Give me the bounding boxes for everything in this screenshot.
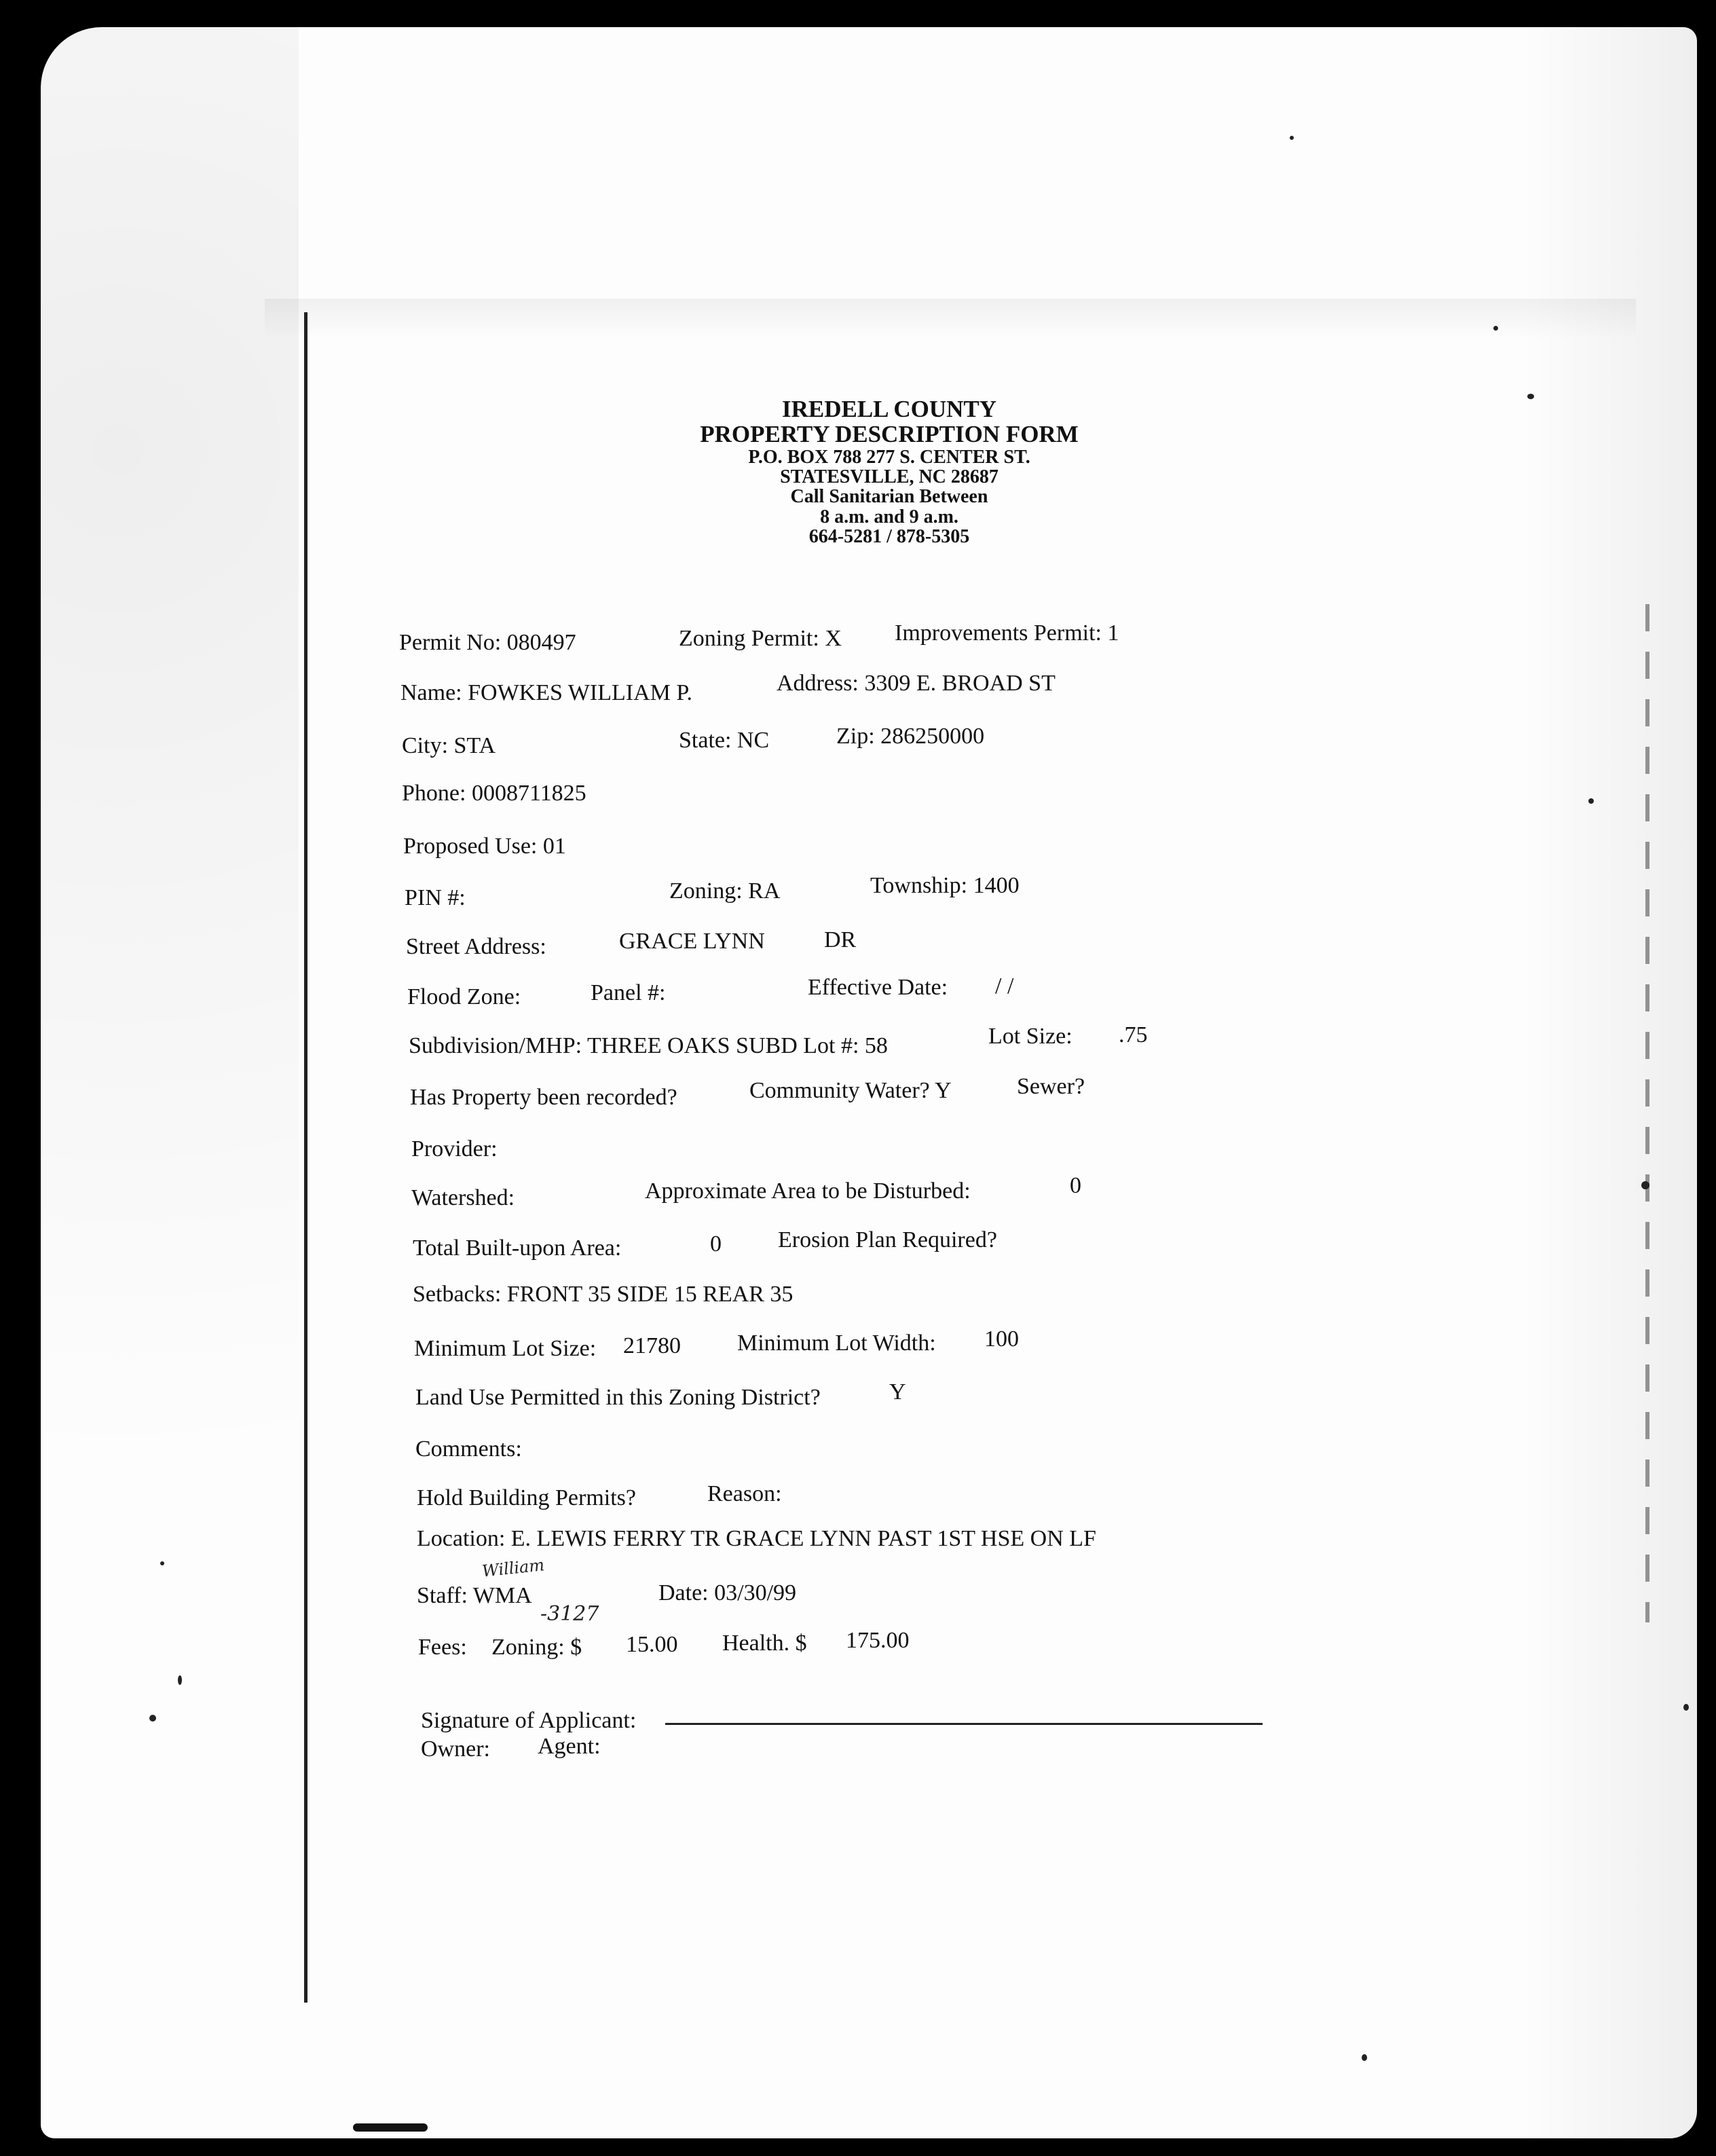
staff: Staff: WMA bbox=[417, 1583, 532, 1608]
lot-size-label: Lot Size: bbox=[988, 1024, 1072, 1049]
form-header bbox=[611, 397, 1168, 546]
provider: Provider: bbox=[411, 1136, 498, 1161]
call-hours: 8 a.m. and 9 a.m. bbox=[820, 506, 958, 527]
permit-number: Permit No: 080497 bbox=[399, 630, 576, 655]
scan-speck bbox=[1362, 2054, 1367, 2061]
street-name: GRACE LYNN bbox=[619, 929, 765, 954]
setbacks: Setbacks: FRONT 35 SIDE 15 REAR 35 bbox=[413, 1282, 794, 1307]
erosion-plan: Erosion Plan Required? bbox=[778, 1227, 997, 1252]
state: State: NC bbox=[679, 728, 770, 753]
torn-right-edge bbox=[1645, 604, 1649, 1622]
lot-size-value: .75 bbox=[1119, 1022, 1148, 1047]
comments: Comments: bbox=[415, 1436, 522, 1462]
scan-speck bbox=[160, 1561, 164, 1565]
built-upon-area-label: Total Built-upon Area: bbox=[413, 1235, 622, 1261]
fees-label: Fees: bbox=[418, 1635, 467, 1660]
watershed: Watershed: bbox=[411, 1185, 515, 1210]
land-use-permitted-value: Y bbox=[889, 1379, 906, 1405]
scan-speck bbox=[178, 1675, 182, 1685]
scan-noise-left bbox=[41, 27, 299, 2138]
call-instruction: Call Sanitarian Between bbox=[790, 486, 988, 508]
community-water: Community Water? Y bbox=[749, 1078, 952, 1103]
scan-speck bbox=[1683, 1704, 1689, 1711]
staff-date: Date: 03/30/99 bbox=[658, 1580, 797, 1605]
zoning: Zoning: RA bbox=[669, 878, 781, 904]
area-disturbed-value: 0 bbox=[1070, 1173, 1081, 1198]
property-recorded: Has Property been recorded? bbox=[410, 1085, 677, 1110]
minimum-lot-width-value: 100 bbox=[984, 1326, 1019, 1352]
area-disturbed-label: Approximate Area to be Disturbed: bbox=[645, 1178, 971, 1204]
phone-numbers: 664-5281 / 878-5305 bbox=[808, 526, 970, 548]
fees-zoning-label: Zoning: $ bbox=[491, 1635, 582, 1660]
left-margin-rule bbox=[304, 312, 307, 2003]
pin-number: PIN #: bbox=[405, 885, 466, 910]
fees-zoning-value: 15.00 bbox=[626, 1632, 678, 1657]
street-suffix: DR bbox=[824, 927, 857, 952]
scan-speck bbox=[1588, 798, 1594, 804]
built-upon-area-value: 0 bbox=[710, 1231, 722, 1257]
street-address-label: Street Address: bbox=[406, 934, 546, 959]
flood-zone: Flood Zone: bbox=[407, 984, 521, 1009]
panel-number: Panel #: bbox=[591, 980, 666, 1005]
page-fold-shadow bbox=[265, 299, 1636, 339]
handwritten-staff-extension: -3127 bbox=[540, 1602, 599, 1626]
proposed-use: Proposed Use: 01 bbox=[403, 834, 566, 859]
applicant-name: Name: FOWKES WILLIAM P. bbox=[400, 680, 692, 705]
scan-noise-right bbox=[1521, 27, 1697, 2138]
fees-health-value: 175.00 bbox=[846, 1628, 910, 1653]
scan-speck bbox=[1493, 326, 1498, 331]
mailing-address: P.O. BOX 788 277 S. CENTER ST. bbox=[748, 446, 1030, 468]
location: Location: E. LEWIS FERRY TR GRACE LYNN PAST 1ST HSE ON LF bbox=[417, 1526, 1096, 1551]
scan-speck bbox=[1641, 1181, 1649, 1189]
scan-smudge bbox=[353, 2123, 428, 2132]
form-title: PROPERTY DESCRIPTION FORM bbox=[700, 420, 1079, 447]
city: City: STA bbox=[402, 733, 496, 758]
minimum-lot-width-label: Minimum Lot Width: bbox=[737, 1331, 936, 1356]
township: Township: 1400 bbox=[870, 873, 1020, 898]
agent-label: Agent: bbox=[538, 1734, 601, 1759]
city-state-zip: STATESVILLE, NC 28687 bbox=[780, 466, 999, 487]
sewer: Sewer? bbox=[1017, 1074, 1085, 1099]
handwritten-staff-name: William bbox=[481, 1555, 546, 1581]
scan-speck bbox=[149, 1715, 156, 1722]
signature-line bbox=[665, 1723, 1263, 1725]
improvements-permit: Improvements Permit: 1 bbox=[895, 620, 1119, 646]
scan-speck bbox=[1290, 136, 1294, 140]
effective-date-value: / / bbox=[995, 973, 1014, 999]
fees-health-label: Health. $ bbox=[722, 1631, 807, 1656]
applicant-address: Address: 3309 E. BROAD ST bbox=[777, 671, 1056, 696]
minimum-lot-size-value: 21780 bbox=[623, 1333, 681, 1358]
signature-label: Signature of Applicant: bbox=[421, 1708, 637, 1733]
zip-code: Zip: 286250000 bbox=[836, 724, 985, 749]
subdivision-lot: Subdivision/MHP: THREE OAKS SUBD Lot #: 58 bbox=[409, 1033, 888, 1058]
hold-building-permits: Hold Building Permits? bbox=[417, 1485, 636, 1510]
scan-speck bbox=[1527, 394, 1534, 399]
land-use-permitted: Land Use Permitted in this Zoning District? bbox=[415, 1385, 821, 1410]
hold-reason: Reason: bbox=[707, 1481, 782, 1506]
owner-label: Owner: bbox=[421, 1736, 490, 1762]
effective-date-label: Effective Date: bbox=[808, 975, 948, 1000]
minimum-lot-size-label: Minimum Lot Size: bbox=[414, 1336, 597, 1361]
zoning-permit: Zoning Permit: X bbox=[679, 626, 842, 651]
county-title: IREDELL COUNTY bbox=[781, 396, 997, 422]
phone: Phone: 0008711825 bbox=[402, 781, 586, 806]
